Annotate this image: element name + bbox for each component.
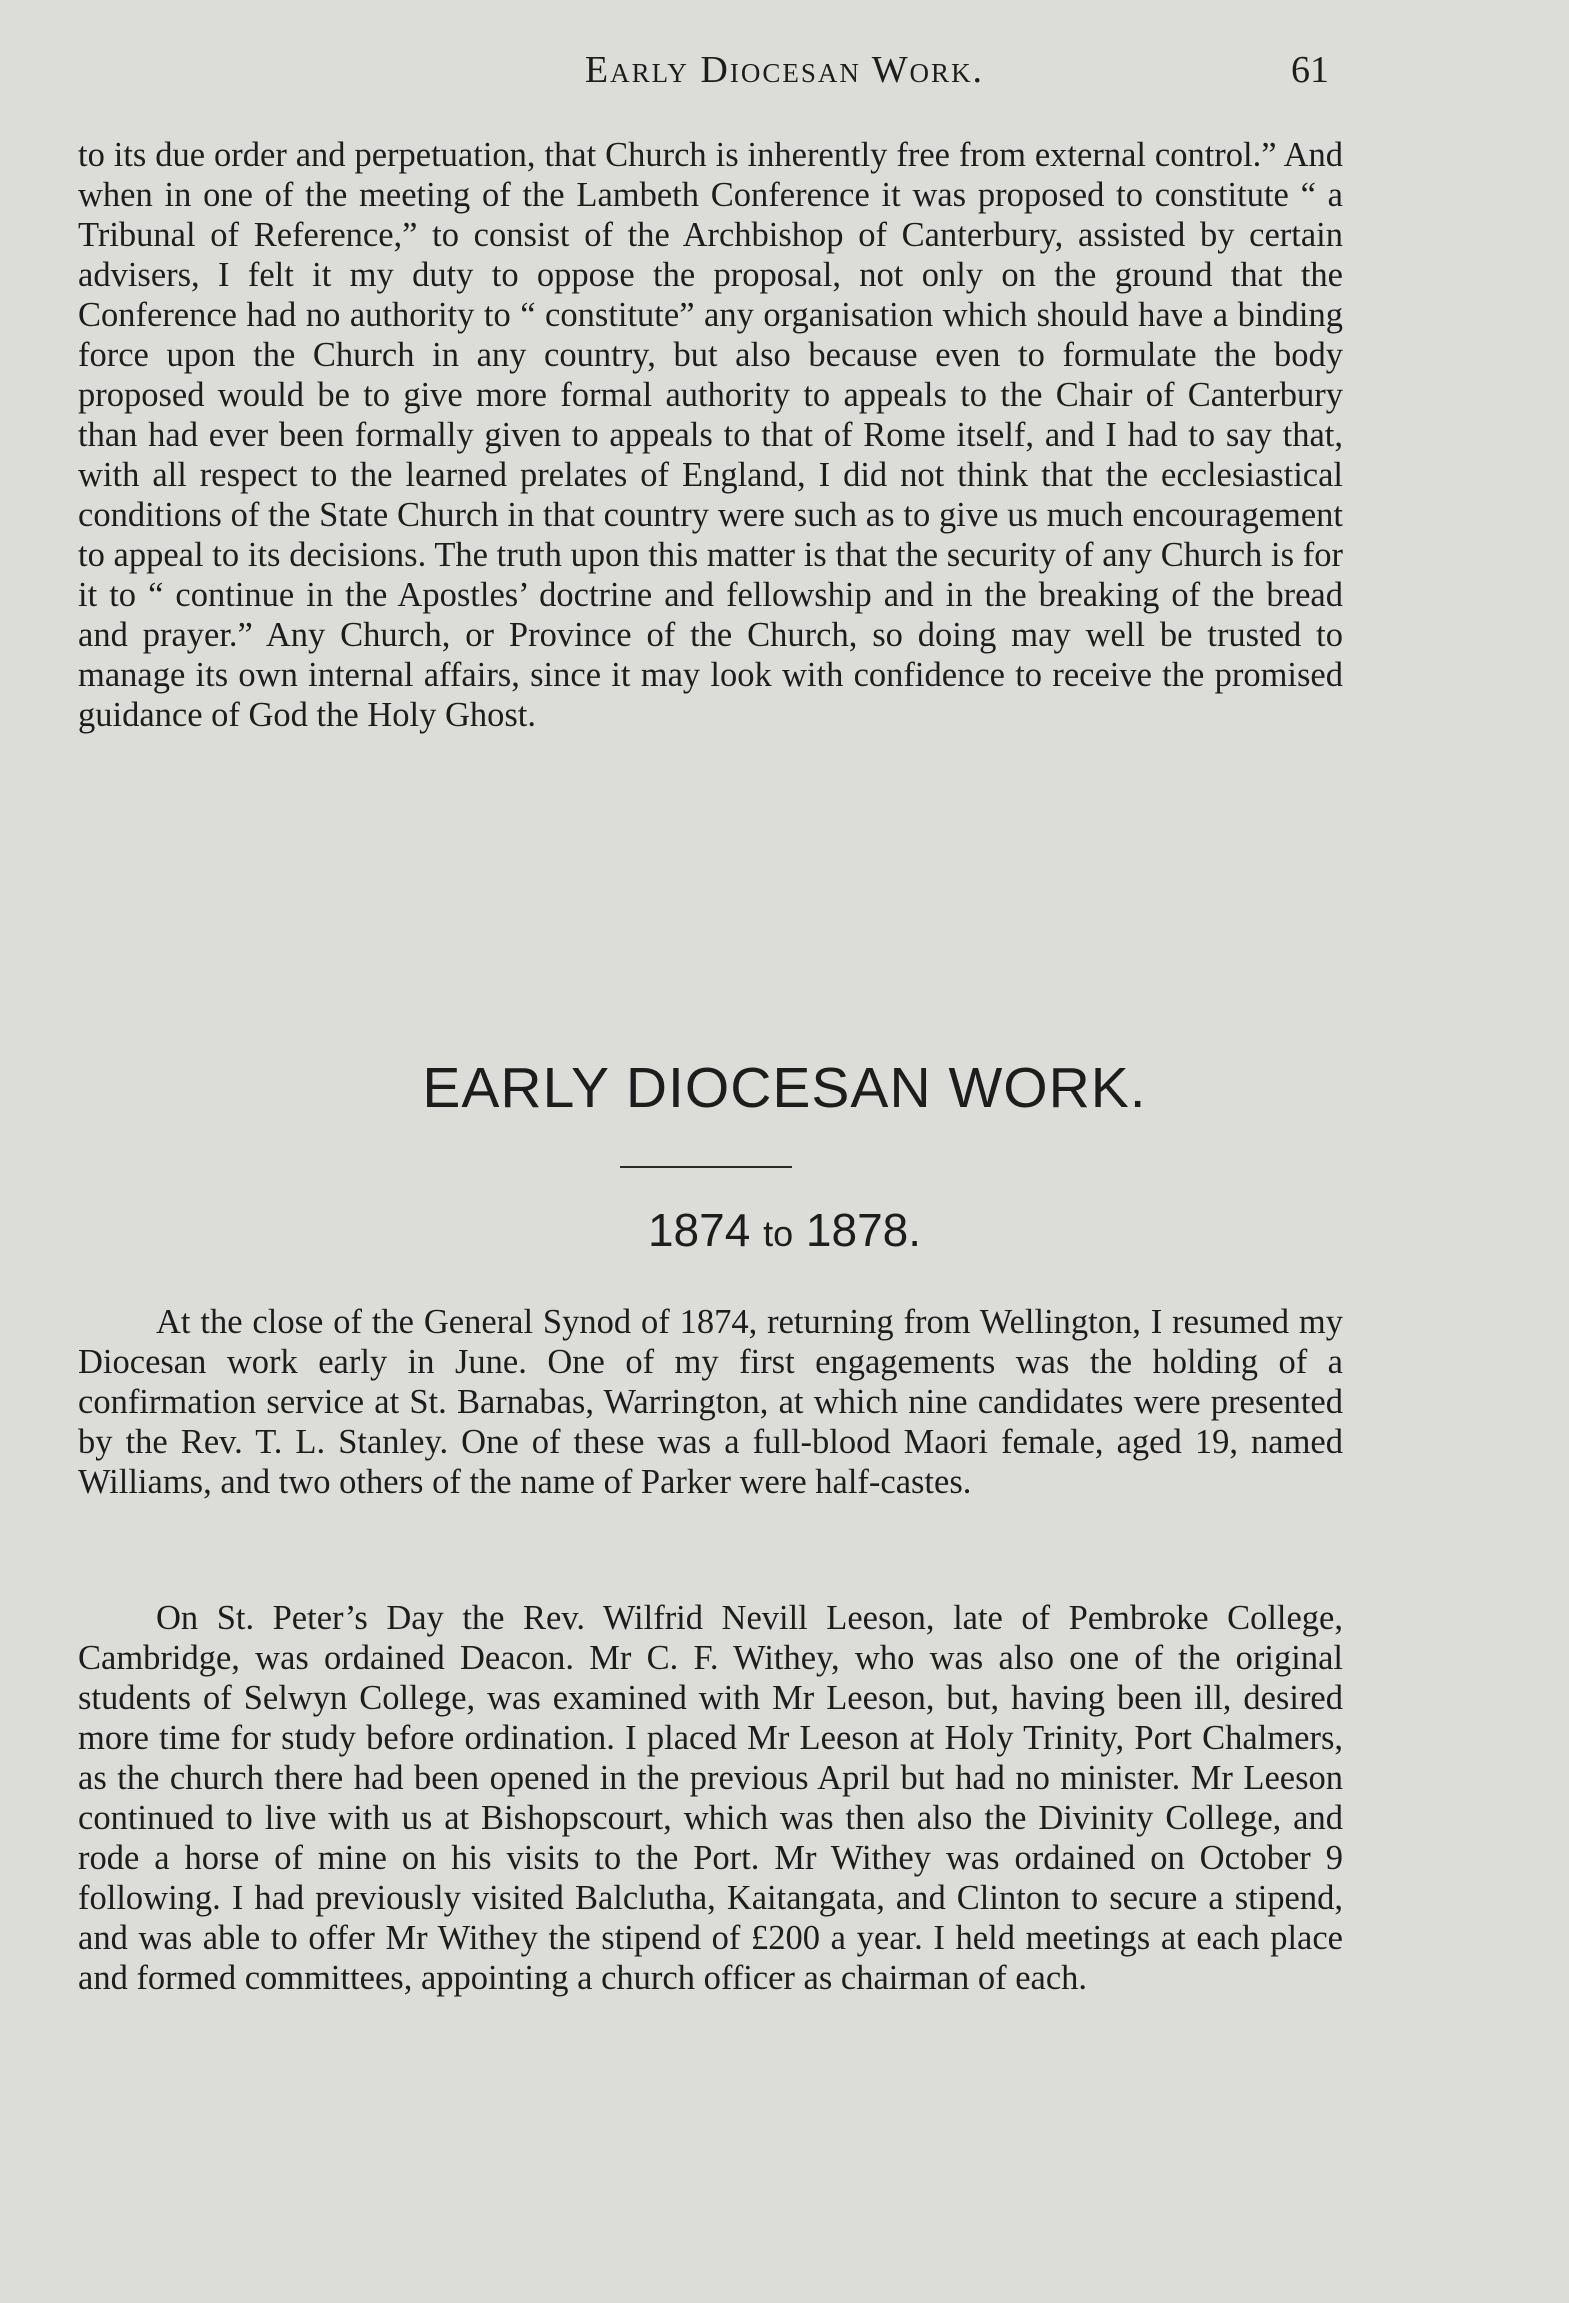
- continued-paragraph-block: [78, 135, 1343, 735]
- running-header: [0, 48, 1569, 98]
- section-heading: EARLY DIOCESAN WORK.: [422, 1056, 1147, 1120]
- page-number: 61: [1291, 49, 1329, 91]
- st-peter-paragraph-block: [78, 1598, 1343, 1998]
- running-title: Early Diocesan Work.: [584, 49, 985, 91]
- date-from: 1874: [647, 1204, 751, 1256]
- st-peter-paragraph: On St. Peter’s Day the Rev. Wilfrid Nevill Leeson, late of Pembroke College, Cambridge, was ordained Deacon. Mr C. F. Withey, who was also one of the original students of Selwyn College, was examined with Mr Leeson, but, having been ill, desired more time for study before ordination. I placed Mr Leeson at Holy Trinity, Port Chalmers, as the church there had been opened in the previous April but had no minister. Mr Leeson continued to live with us at Bishopscourt, which was then also the Divinity College, and rode a horse of mine on his visits to the Port. Mr Withey was ordained on October 9 following. I had previously visited Balclutha, Kaitangata, and Clinton to secure a stipend, and was able to offer Mr Withey the stipend of £200 a year. I held meetings at each place and formed committees, appointing a church officer as chairman of each.: [78, 1599, 1343, 1997]
- synod-paragraph: At the close of the General Synod of 1874, returning from Wellington, I resumed my Diocesan work early in June. One of my first engagements was the holding of a confirmation service at St. Barnabas, Warrington, at which nine candidates were presented by the Rev. T. L. Stanley. One of these was a full-blood Maori female, aged 19, named Williams, and two others of the name of Parker were half-castes.: [78, 1303, 1343, 1501]
- continued-paragraph: to its due order and perpetuation, that Church is inherently free from external control.” And when in one of the meeting of the Lambeth Conference it was proposed to constitute “ a Tribunal of Reference,” to consist of the Archbishop of Canterbury, assisted by certain advisers, I felt it my duty to oppose the proposal, not only on the ground that the Conference had no authority to “ constitute” any organisation which should have a binding force upon the Church in any country, but also because even to formulate the body proposed would be to give more formal authority to appeals to the Chair of Canterbury than had ever been formally given to appeals to that of Rome itself, and I had to say that, with all respect to the learned prelates of England, I did not think that the ecclesiastical conditions of the State Church in that country were such as to give us much encouragement to appeal to its decisions. The truth upon this matter is that the security of any Church is for it to “ continue in the Apostles’ doctrine and fellowship and in the breaking of the bread and prayer.” Any Church, or Province of the Church, so doing may well be trusted to manage its own internal affairs, since it may look with confidence to receive the promised guidance of God the Holy Ghost.: [78, 136, 1343, 734]
- date-to-word: to: [763, 1213, 794, 1254]
- heading-divider: [620, 1166, 792, 1168]
- date-range: [0, 1203, 1569, 1257]
- synod-paragraph-block: [78, 1302, 1343, 1502]
- date-to: 1878.: [805, 1204, 922, 1256]
